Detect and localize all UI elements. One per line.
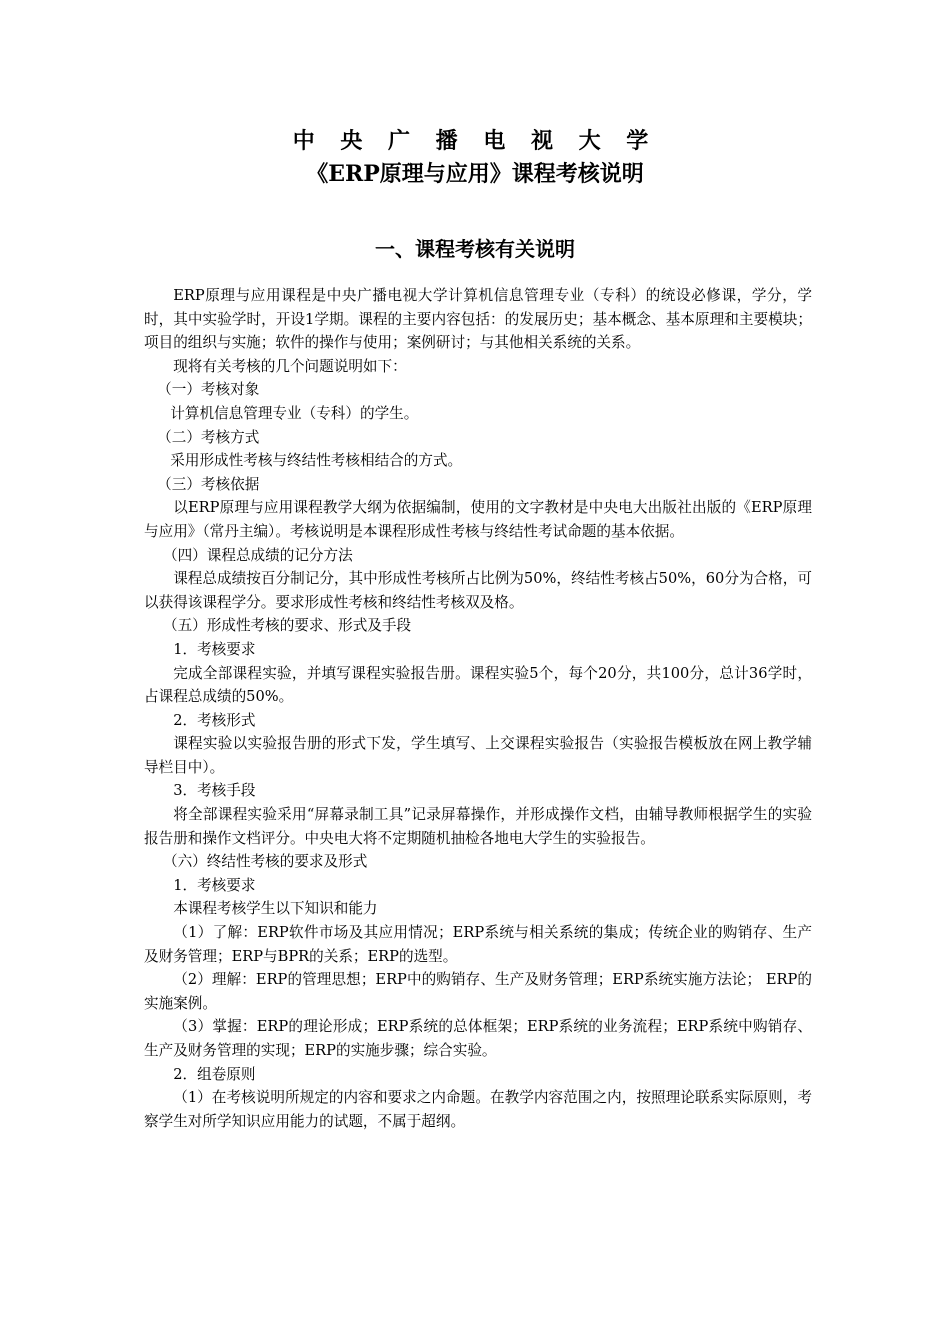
subheading: 2．考核形式 (173, 711, 256, 729)
paragraph: 现将有关考核的几个问题说明如下： (173, 357, 407, 375)
paragraph: 计算机信息管理专业（专科）的学生。 (170, 404, 419, 422)
subheading: 1．考核要求 (173, 640, 256, 658)
paragraph: 课程实验以实验报告册的形式下发，学生填写、上交课程实验报告（实验报告模板放在网上教学辅导栏目中）。 (144, 735, 812, 776)
paragraph: 以ERP原理与应用课程教学大纲为依据编制，使用的文字教材是中央电大出版社出版的《ERP原理与应用》（常丹主编）。考核说明是本课程形成性考核与终结性考试命题的基本依据。 (144, 499, 812, 540)
section-heading: 一、课程考核有关说明 (375, 237, 575, 261)
paragraph: 将全部课程实验采用“屏幕录制工具”记录屏幕操作，并形成操作文档，由辅导教师根据学生的实验报告册和操作文档评分。中央电大将不定期随机抽检各地电大学生的实验报告。 (144, 806, 812, 847)
document-body (144, 284, 812, 1133)
subheading: （一）考核对象 (157, 381, 260, 399)
paragraph: （1）了解：ERP软件市场及其应用情况；ERP系统与相关系统的集成；传统企业的购销存、生产及财务管理；ERP与BPR的关系；ERP的选型。 (144, 924, 812, 965)
paragraph: （2）理解：ERP的管理思想；ERP中的购销存、生产及财务管理；ERP系统实施方法论； ERP的实施案例。 (144, 971, 812, 1012)
paragraph: 课程总成绩按百分制记分，其中形成性考核所占比例为50%，终结性考核占50%，60分为合格，可以获得该课程学分。要求形成性考核和终结性考核双及格。 (144, 570, 812, 611)
paragraph: 本课程考核学生以下知识和能力 (173, 900, 378, 918)
paragraph: 采用形成性考核与终结性考核相结合的方式。 (170, 452, 463, 470)
subheading: （六）终结性考核的要求及形式 (162, 853, 368, 871)
subheading: （四）课程总成绩的记分方法 (162, 546, 353, 564)
subheading: （二）考核方式 (157, 428, 260, 446)
paragraph: （1）在考核说明所规定的内容和要求之内命题。在教学内容范围之内，按照理论联系实际原则，考察学生对所学知识应用能力的试题，不属于超纲。 (144, 1089, 812, 1130)
paragraph: （3）掌握：ERP的理论形成；ERP系统的总体框架；ERP系统的业务流程；ERP系统中购销存、生产及财务管理的实现；ERP的实施步骤；综合实验。 (144, 1018, 812, 1059)
document-title: 《ERP原理与应用》课程考核说明 (306, 161, 644, 187)
paragraph: ERP原理与应用课程是中央广播电视大学计算机信息管理专业（专科）的统设必修课，学分，学时，其中实验学时，开设1学期。课程的主要内容包括：的发展历史；基本概念、基本原理和主要模块；项目的组织与实施；软件的操作与使用；案例研讨；与其他相关系统的关系。 (144, 287, 812, 352)
subheading: 3．考核手段 (173, 782, 256, 800)
university-title: 中 央 广 播 电 视 大 学 (292, 128, 658, 154)
subheading: （五）形成性考核的要求、形式及手段 (162, 617, 412, 635)
paragraph: 完成全部课程实验，并填写课程实验报告册。课程实验5个，每个20分，共100分，总计36学时，占课程总成绩的50%。 (144, 664, 812, 706)
subheading: 1．考核要求 (173, 876, 256, 894)
subheading: 2．组卷原则 (173, 1065, 256, 1083)
subheading: （三）考核依据 (157, 475, 260, 493)
